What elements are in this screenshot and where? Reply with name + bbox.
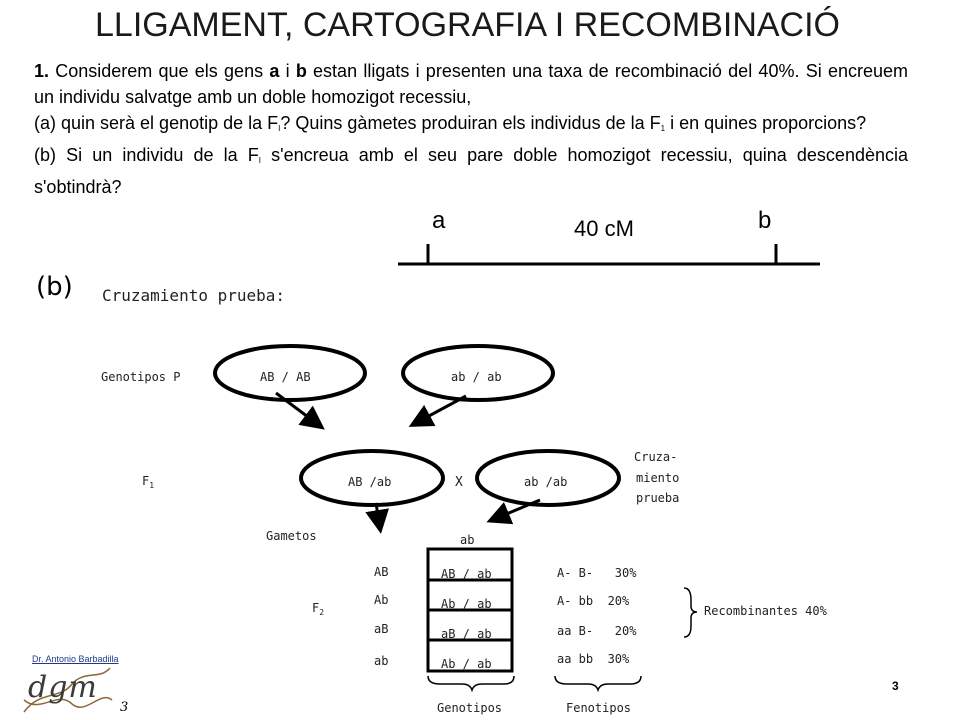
f2-label: $F_2$ xyxy=(312,601,325,617)
phenotype: aa B- 20% xyxy=(557,624,637,638)
map-distance: 40 cM xyxy=(574,216,634,241)
cruzamiento-prueba-line2: miento xyxy=(636,471,680,485)
slide-title: LLIGAMENT, CARTOGRAFIA I RECOMBINACIÓ xyxy=(95,6,840,44)
genotipos-brace xyxy=(428,676,514,690)
dgm-logo: dgm xyxy=(28,670,98,705)
f1-gamete: aB xyxy=(374,622,389,636)
question-a-text-2: ? Quins gàmetes produiran els individus de la F xyxy=(280,113,661,133)
intro-text-3: estan lligats i presenten una taxa de recombinació del 40%. Si encreuem un individu salvatge amb un doble homozigot recessiu, xyxy=(34,61,908,107)
question-a-text-3: i en quines proporcions? xyxy=(665,113,867,133)
f1-gamete: ab xyxy=(374,654,389,668)
f2-genotype-table xyxy=(428,549,512,671)
cruzamiento-prueba-line1: Cruza- xyxy=(634,450,678,464)
parent1-genotype: AB / AB xyxy=(260,370,311,384)
section-b-subtitle: Cruzamiento prueba: xyxy=(102,286,286,305)
phenotype: A- B- 30% xyxy=(557,566,637,580)
author-link[interactable]: Dr. Antonio Barbadilla xyxy=(32,654,119,664)
page-number: 3 xyxy=(892,679,899,693)
section-b-label: (b) xyxy=(36,272,73,302)
map-gene-b: b xyxy=(758,207,772,234)
f1-genotype: AB /ab xyxy=(348,475,392,489)
recombinantes-label: Recombinantes 40% xyxy=(704,604,827,618)
cross-symbol: X xyxy=(455,475,463,490)
f2-genotype: Ab / ab xyxy=(441,597,492,611)
arrow-parent2-to-f1 xyxy=(414,396,466,424)
genetic-map xyxy=(398,207,820,264)
phenotype: A- bb 20% xyxy=(557,594,630,608)
gene-a-label: a xyxy=(269,61,280,81)
problem-number: 1. xyxy=(34,61,50,81)
question-a-sub-2: 1 xyxy=(660,124,666,133)
f2-genotype: Ab / ab xyxy=(441,657,492,671)
recombinantes-brace xyxy=(684,588,697,637)
question-b-sub: I xyxy=(258,156,262,165)
intro-text-1: Considerem que els gens xyxy=(49,61,270,81)
genotipos-label: Genotipos xyxy=(437,701,503,715)
fenotipos-brace xyxy=(555,676,641,690)
f1-label: $F_1$ xyxy=(142,474,155,490)
logo-number: 3 xyxy=(120,700,129,715)
question-a-text-1: (a) quin serà el genotip de la F xyxy=(34,113,279,133)
f2-genotype: aB / ab xyxy=(441,627,492,641)
parent2-genotype: ab / ab xyxy=(451,370,502,384)
question-b-text-1: (b) Si un individu de la F xyxy=(34,145,259,165)
genotipos-p-label: Genotipos P xyxy=(101,370,181,384)
tester-gamete: ab xyxy=(460,533,475,547)
gene-b-label: b xyxy=(295,61,307,81)
fenotipos-label: Fenotipos xyxy=(566,701,632,715)
phenotype: aa bb 30% xyxy=(557,652,630,666)
cruzamiento-prueba-line3: prueba xyxy=(636,491,680,505)
map-gene-a: a xyxy=(432,207,446,234)
f1-gamete: Ab xyxy=(374,593,389,607)
question-b-text-2: s'encreua amb el seu pare doble homozigot recessiu, quina descendència s'obtindrà? xyxy=(34,145,908,197)
f2-genotype: AB / ab xyxy=(441,567,492,581)
question-a-sub-1: I xyxy=(278,124,281,133)
intro-text-2: i xyxy=(279,61,296,81)
tester-genotype: ab /ab xyxy=(524,475,568,489)
f1-gamete: AB xyxy=(374,565,389,579)
gametos-label: Gametos xyxy=(266,529,317,543)
